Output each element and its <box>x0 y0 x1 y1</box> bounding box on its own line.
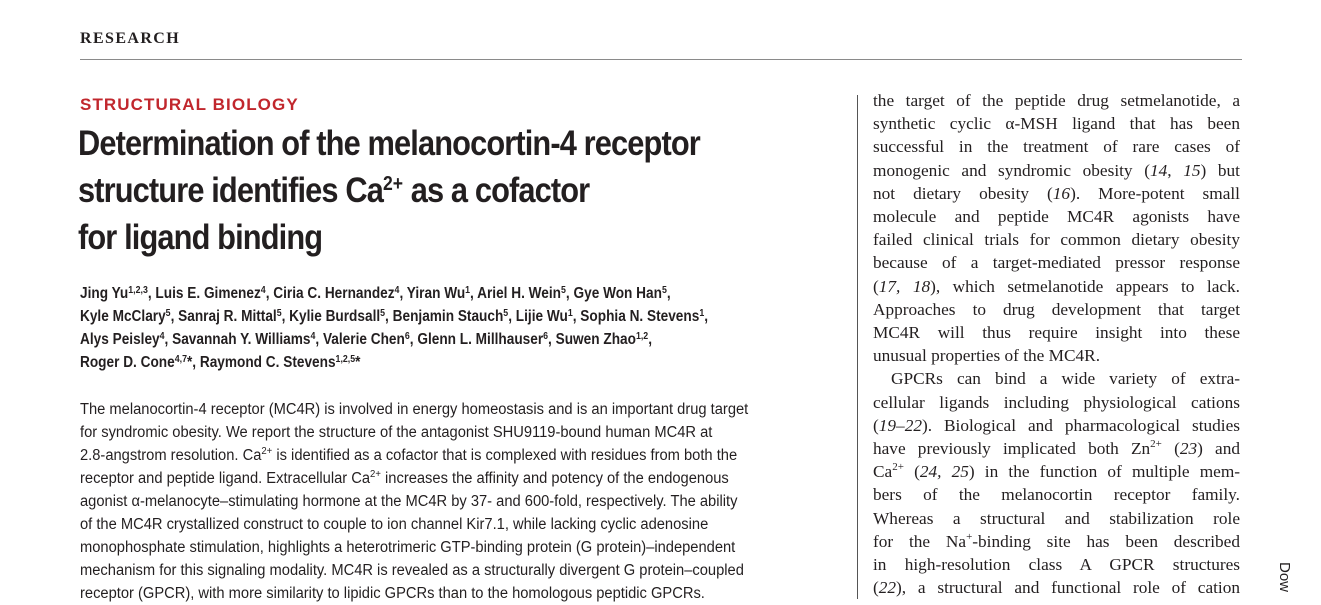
abstract-text: is identified as a cofactor that is complexed with residues from both the <box>272 447 738 464</box>
author-name[interactable]: Gye Won Han <box>573 285 662 302</box>
body-line: molecule and peptide MC4R agonists have <box>873 207 1240 227</box>
title-line-2 <box>78 167 747 214</box>
journal-section-header: RESEARCH <box>80 30 181 47</box>
title-superscript: 2+ <box>382 173 404 195</box>
body-line: failed clinical trials for common dietary obesity <box>873 230 1240 250</box>
author-affiliation: 5 <box>380 308 386 319</box>
author-affiliation: 1 <box>465 285 471 296</box>
author-name[interactable]: Luis E. Gimenez <box>155 285 261 302</box>
author-separator: , <box>572 308 581 325</box>
body-text: -binding site has been described <box>972 531 1240 551</box>
body-text: not dietary obesity ( <box>873 183 1053 203</box>
body-line: successful in the treatment of rare cases of <box>873 137 1240 157</box>
body-text: ( <box>873 578 879 598</box>
author-affiliation: 4,7 <box>174 354 187 365</box>
author-name[interactable]: Ariel H. Wein <box>477 285 562 302</box>
author-affiliation: 1,2,3 <box>128 285 148 296</box>
author-separator: , <box>265 285 274 302</box>
body-text: ( <box>873 415 879 435</box>
title-line-1: Determination of the melanocortin-4 receptor <box>78 124 700 163</box>
body-text-column <box>873 89 1240 599</box>
title-text: structure identifies Ca <box>78 171 383 210</box>
reference-link[interactable]: 23 <box>1179 439 1198 459</box>
author-affiliation: 1,2,5 <box>335 354 356 365</box>
body-line: the target of the peptide drug setmelanotide, a <box>873 91 1240 110</box>
body-text: Ca <box>873 462 893 482</box>
body-line <box>873 437 1240 460</box>
abstract-superscript: 2+ <box>370 469 381 480</box>
author-separator: , <box>704 308 709 325</box>
author-separator: , <box>648 331 652 348</box>
reference-link[interactable]: 19–22 <box>878 415 922 435</box>
author-affiliation: 1,2 <box>635 331 649 342</box>
abstract-text: 2.8-angstrom resolution. Ca <box>80 447 262 464</box>
body-superscript: 2+ <box>892 461 904 474</box>
body-line: Whereas a structural and stabilization role <box>873 508 1240 528</box>
author-line <box>80 328 854 351</box>
author-affiliation: 4 <box>310 331 316 342</box>
body-text: ) in the function of multiple mem- <box>968 462 1241 482</box>
author-separator: , <box>170 308 179 325</box>
abstract-line: of the MC4R crystallized construct to couple to ion channel Kir7.1, while lacking cyclic adenosine <box>80 516 709 533</box>
column-divider <box>857 95 858 599</box>
author-separator: , <box>281 308 290 325</box>
author-name[interactable]: Savannah Y. Williams <box>172 331 311 348</box>
author-separator: , <box>470 285 478 302</box>
author-name[interactable]: Sophia N. Stevens <box>580 308 700 325</box>
body-line <box>873 576 1240 599</box>
reference-link[interactable]: 24, 25 <box>919 462 969 482</box>
author-affiliation: 4 <box>159 331 165 342</box>
author-name[interactable]: Benjamin Stauch <box>392 308 504 325</box>
body-line <box>873 182 1240 205</box>
body-text: for the Na <box>873 531 967 551</box>
author-name[interactable]: Lijie Wu <box>515 308 568 325</box>
author-affiliation: 5 <box>503 308 509 319</box>
author-name[interactable]: Sanraj R. Mittal <box>178 308 277 325</box>
author-separator: , <box>147 285 156 302</box>
header-rule <box>80 59 1242 60</box>
author-name[interactable]: Kyle McClary <box>80 308 166 325</box>
body-text: monogenic and syndromic obesity ( <box>873 160 1150 180</box>
download-side-tab[interactable]: Dow <box>1276 562 1293 593</box>
abstract-line <box>80 444 844 467</box>
author-list <box>80 282 854 374</box>
body-line: synthetic cyclic α-MSH ligand that has been <box>873 114 1240 134</box>
body-line <box>873 530 1240 553</box>
author-name[interactable]: Glenn L. Millhauser <box>417 331 544 348</box>
body-line: in high-resolution class A GPCR structures <box>873 555 1240 575</box>
author-separator: , <box>409 331 418 348</box>
reference-link[interactable]: 14 <box>1149 160 1168 180</box>
reference-link[interactable]: 16 <box>1052 183 1071 203</box>
author-name[interactable]: Ciria C. Hernandez <box>273 285 395 302</box>
body-text: ) but <box>1200 160 1240 180</box>
author-name[interactable]: Raymond C. Stevens <box>199 354 336 371</box>
author-affiliation: 6 <box>543 331 549 342</box>
body-text: ). More-potent small <box>1070 183 1240 203</box>
author-name[interactable]: Valerie Chen <box>322 331 405 348</box>
abstract-line <box>80 467 844 490</box>
body-line: GPCRs can bind a wide variety of extra- <box>891 369 1240 389</box>
author-separator: , <box>548 331 556 348</box>
body-text: ), a structural and functional role of cation <box>896 578 1240 598</box>
author-separator: , <box>508 308 516 325</box>
body-text: ). Biological and pharmacological studies <box>921 415 1240 435</box>
abstract-text: receptor and peptide ligand. Extracellular Ca <box>80 470 371 487</box>
abstract-superscript: 2+ <box>261 446 273 457</box>
abstract-line: mechanism for this signaling modality. MC4R is revealed as a structurally divergent G protein–coupled <box>80 562 744 579</box>
author-name[interactable]: Suwen Zhao <box>555 331 636 348</box>
abstract <box>80 398 844 605</box>
author-affiliation: 1 <box>567 308 573 319</box>
reference-link[interactable]: 22 <box>878 578 897 598</box>
author-name[interactable]: Roger D. Cone <box>80 354 175 371</box>
author-line <box>80 305 854 328</box>
reference-link[interactable]: 15 <box>1183 160 1201 180</box>
author-line <box>80 282 854 305</box>
body-text: , <box>1167 160 1184 180</box>
author-separator: *, <box>186 354 200 371</box>
abstract-line: receptor (GPCR), with more similarity to lipidic GPCRs than to the homologous peptidic GPCRs. <box>80 585 705 602</box>
body-line <box>873 275 1240 298</box>
author-separator: , <box>315 331 323 348</box>
abstract-line: for syndromic obesity. We report the structure of the antagonist SHU9119-bound human MC4R at <box>80 424 713 441</box>
body-text: ) and <box>1197 439 1240 459</box>
author-affiliation: 5 <box>276 308 282 319</box>
body-line: unusual properties of the MC4R. <box>873 346 1101 366</box>
section-label: STRUCTURAL BIOLOGY <box>80 95 299 114</box>
author-affiliation: 5 <box>661 285 667 296</box>
author-separator: , <box>565 285 574 302</box>
author-affiliation: 6 <box>404 331 410 342</box>
author-separator: , <box>164 331 173 348</box>
title-line-3: for ligand binding <box>78 218 323 257</box>
author-line <box>80 351 854 374</box>
abstract-line: agonist α-melanocyte–stimulating hormone at the MC4R by 37- and 600-fold, respectively. The ability <box>80 493 738 510</box>
author-affiliation: 1 <box>699 308 705 319</box>
body-superscript: 2+ <box>1150 438 1162 451</box>
abstract-line: monophosphate stimulation, highlights a heterotrimeric GTP-binding protein (G protein)–independent <box>80 539 736 556</box>
body-text: ( <box>873 276 879 296</box>
author-name[interactable]: Yiran Wu <box>406 285 466 302</box>
author-affiliation: 4 <box>260 285 266 296</box>
body-line: bers of the melanocortin receptor family. <box>873 485 1240 505</box>
reference-link[interactable]: 17, 18 <box>878 276 931 296</box>
author-separator: , <box>399 285 407 302</box>
body-line <box>873 460 1240 483</box>
article-title <box>78 120 747 261</box>
author-separator: * <box>355 354 361 371</box>
author-affiliation: 4 <box>394 285 400 296</box>
body-line: because of a target-mediated pressor response <box>873 253 1240 273</box>
body-text: ( <box>1161 439 1180 459</box>
body-line <box>873 414 1240 437</box>
author-separator: , <box>666 285 671 302</box>
author-affiliation: 5 <box>165 308 171 319</box>
body-line: cellular ligands including physiological cations <box>873 392 1240 412</box>
body-text: ( <box>903 462 920 482</box>
author-name[interactable]: Alys Peisley <box>80 331 160 348</box>
body-line <box>873 159 1240 182</box>
body-superscript: + <box>966 530 973 543</box>
author-separator: , <box>385 308 393 325</box>
author-name[interactable]: Jing Yu <box>80 285 129 302</box>
abstract-line: The melanocortin-4 receptor (MC4R) is involved in energy homeostasis and is an important drug target <box>80 401 749 418</box>
body-text: ), which setmelanotide appears to lack. <box>930 276 1241 296</box>
author-affiliation: 5 <box>561 285 566 296</box>
abstract-text: increases the affinity and potency of the endogenous <box>380 470 729 487</box>
body-line: MC4R will thus require insight into these <box>873 323 1240 343</box>
body-line: Approaches to drug development that target <box>873 299 1240 319</box>
author-name[interactable]: Kylie Burdsall <box>289 308 381 325</box>
body-text: have previously implicated both Zn <box>873 439 1151 459</box>
title-text: as a cofactor <box>403 171 590 210</box>
